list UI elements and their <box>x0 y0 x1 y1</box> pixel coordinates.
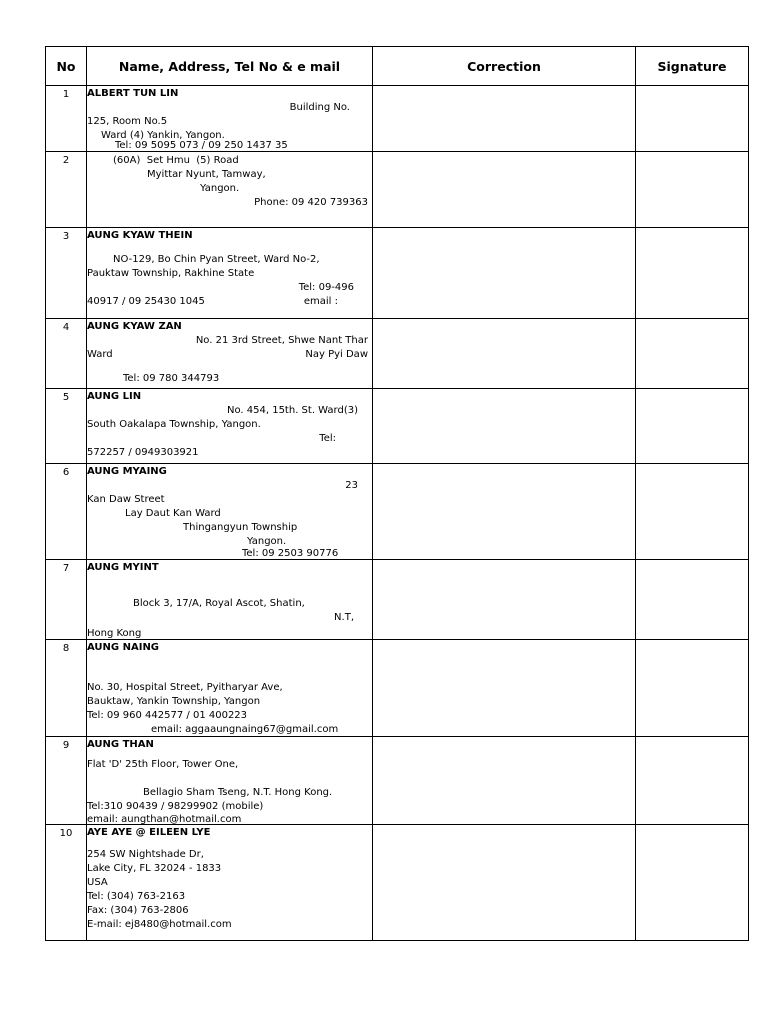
correction-cell[interactable] <box>373 389 636 464</box>
correction-cell[interactable] <box>373 825 636 941</box>
phone-line: Tel: <box>319 433 336 444</box>
phone-line: Phone: 09 420 739363 <box>254 197 368 208</box>
header-name: Name, Address, Tel No & e mail <box>87 47 373 86</box>
member-name: AUNG THAN <box>87 739 154 750</box>
phone-line: Tel: 09 780 344793 <box>123 373 220 384</box>
row-number: 4 <box>46 319 87 389</box>
address-line: Ward <box>87 349 113 360</box>
phone-line: Tel: 09-496 <box>298 282 354 293</box>
row-number: 3 <box>46 228 87 319</box>
address-line: Flat 'D' 25th Floor, Tower One, <box>87 759 239 770</box>
table-row <box>46 825 749 941</box>
signature-cell[interactable] <box>636 152 749 228</box>
name-address-cell <box>87 640 373 737</box>
phone-line: Tel: 09 5095 073 / 09 250 1437 35 <box>115 140 288 151</box>
name-address-cell <box>87 825 373 941</box>
email-line: email: aggaaungnaing67@gmail.com <box>151 724 339 735</box>
address-line: Hong Kong <box>87 628 142 639</box>
address-line: Lay Daut Kan Ward <box>125 508 221 519</box>
address-line: (60A) Set Hmu (5) Road <box>113 155 239 166</box>
phone-line: Tel: (304) 763-2163 <box>87 891 186 902</box>
signature-cell[interactable] <box>636 389 749 464</box>
table-row <box>46 319 749 389</box>
email-line: E-mail: ej8480@hotmail.com <box>87 919 232 930</box>
signature-cell[interactable] <box>636 86 749 152</box>
phone-line: 572257 / 0949303921 <box>87 447 199 458</box>
phone-line: 40917 / 09 25430 1045 <box>87 296 205 307</box>
address-line: 23 <box>345 480 358 491</box>
correction-cell[interactable] <box>373 319 636 389</box>
name-address-cell <box>87 228 373 319</box>
member-name: AUNG MYINT <box>87 562 159 573</box>
member-name: ALBERT TUN LIN <box>87 88 179 99</box>
table-row <box>46 464 749 560</box>
address-line: Bellagio Sham Tseng, N.T. Hong Kong. <box>143 787 333 798</box>
signature-cell[interactable] <box>636 737 749 825</box>
phone-line: Tel: 09 2503 90776 <box>242 548 339 559</box>
correction-cell[interactable] <box>373 464 636 560</box>
header-no: No <box>46 47 87 86</box>
table-row <box>46 560 749 640</box>
email-line: email: aungthan@hotmail.com <box>87 814 242 825</box>
table-row <box>46 640 749 737</box>
correction-cell[interactable] <box>373 86 636 152</box>
phone-line: Tel:310 90439 / 98299902 (mobile) <box>87 801 264 812</box>
correction-cell[interactable] <box>373 152 636 228</box>
address-line: 125, Room No.5 <box>87 116 168 127</box>
address-line: South Oakalapa Township, Yangon. <box>87 419 261 430</box>
header-correction: Correction <box>373 47 636 86</box>
row-number: 9 <box>46 737 87 825</box>
row-number: 1 <box>46 86 87 152</box>
signature-cell[interactable] <box>636 825 749 941</box>
address-line: Building No. <box>289 102 350 113</box>
row-number: 2 <box>46 152 87 228</box>
table-row <box>46 228 749 319</box>
address-line: Thingangyun Township <box>183 522 298 533</box>
name-address-cell <box>87 152 373 228</box>
name-address-cell <box>87 319 373 389</box>
member-name: AUNG MYAING <box>87 466 167 477</box>
header-row <box>46 47 749 86</box>
phone-line: Tel: 09 960 442577 / 01 400223 <box>87 710 248 721</box>
table-row <box>46 389 749 464</box>
address-line: 254 SW Nightshade Dr, <box>87 849 204 860</box>
member-name: AUNG KYAW THEIN <box>87 230 193 241</box>
signature-cell[interactable] <box>636 228 749 319</box>
name-address-cell <box>87 560 373 640</box>
name-address-cell <box>87 737 373 825</box>
address-line: Pauktaw Township, Rakhine State <box>87 268 255 279</box>
name-address-cell <box>87 86 373 152</box>
table-row <box>46 152 749 228</box>
address-line: Yangon. <box>200 183 240 194</box>
row-number: 8 <box>46 640 87 737</box>
signature-cell[interactable] <box>636 464 749 560</box>
correction-cell[interactable] <box>373 560 636 640</box>
address-line: Kan Daw Street <box>87 494 165 505</box>
name-address-cell <box>87 389 373 464</box>
address-line: Myittar Nyunt, Tamway, <box>147 169 266 180</box>
correction-cell[interactable] <box>373 737 636 825</box>
address-line: No. 30, Hospital Street, Pyitharyar Ave, <box>87 682 283 693</box>
address-line: Block 3, 17/A, Royal Ascot, Shatin, <box>133 598 305 609</box>
address-line: Lake City, FL 32024 - 1833 <box>87 863 222 874</box>
table-row <box>46 737 749 825</box>
address-line: Bauktaw, Yankin Township, Yangon <box>87 696 261 707</box>
member-name: AUNG LIN <box>87 391 142 402</box>
address-line: USA <box>87 877 108 888</box>
fax-line: Fax: (304) 763-2806 <box>87 905 189 916</box>
address-line: No. 21 3rd Street, Shwe Nant Thar <box>195 335 368 346</box>
member-name: AUNG KYAW ZAN <box>87 321 182 332</box>
correction-cell[interactable] <box>373 640 636 737</box>
signature-cell[interactable] <box>636 319 749 389</box>
name-address-cell <box>87 464 373 560</box>
signature-cell[interactable] <box>636 560 749 640</box>
row-number: 5 <box>46 389 87 464</box>
row-number: 6 <box>46 464 87 560</box>
member-name: AYE AYE @ EILEEN LYE <box>87 827 211 838</box>
row-number: 10 <box>46 825 87 941</box>
address-line: Yangon. <box>247 536 287 547</box>
address-line: Nay Pyi Daw <box>305 349 368 360</box>
roster-table <box>45 46 749 941</box>
address-line: N.T, <box>334 612 354 623</box>
email-label: email : <box>303 296 338 307</box>
address-line: No. 454, 15th. St. Ward(3) <box>226 405 358 416</box>
signature-cell[interactable] <box>636 640 749 737</box>
header-signature: Signature <box>636 47 749 86</box>
member-name: AUNG NAING <box>87 642 160 653</box>
correction-cell[interactable] <box>373 228 636 319</box>
address-line: NO-129, Bo Chin Pyan Street, Ward No-2, <box>113 254 320 265</box>
table-row <box>46 86 749 152</box>
row-number: 7 <box>46 560 87 640</box>
address-line: Ward (4) Yankin, Yangon. <box>101 130 225 141</box>
